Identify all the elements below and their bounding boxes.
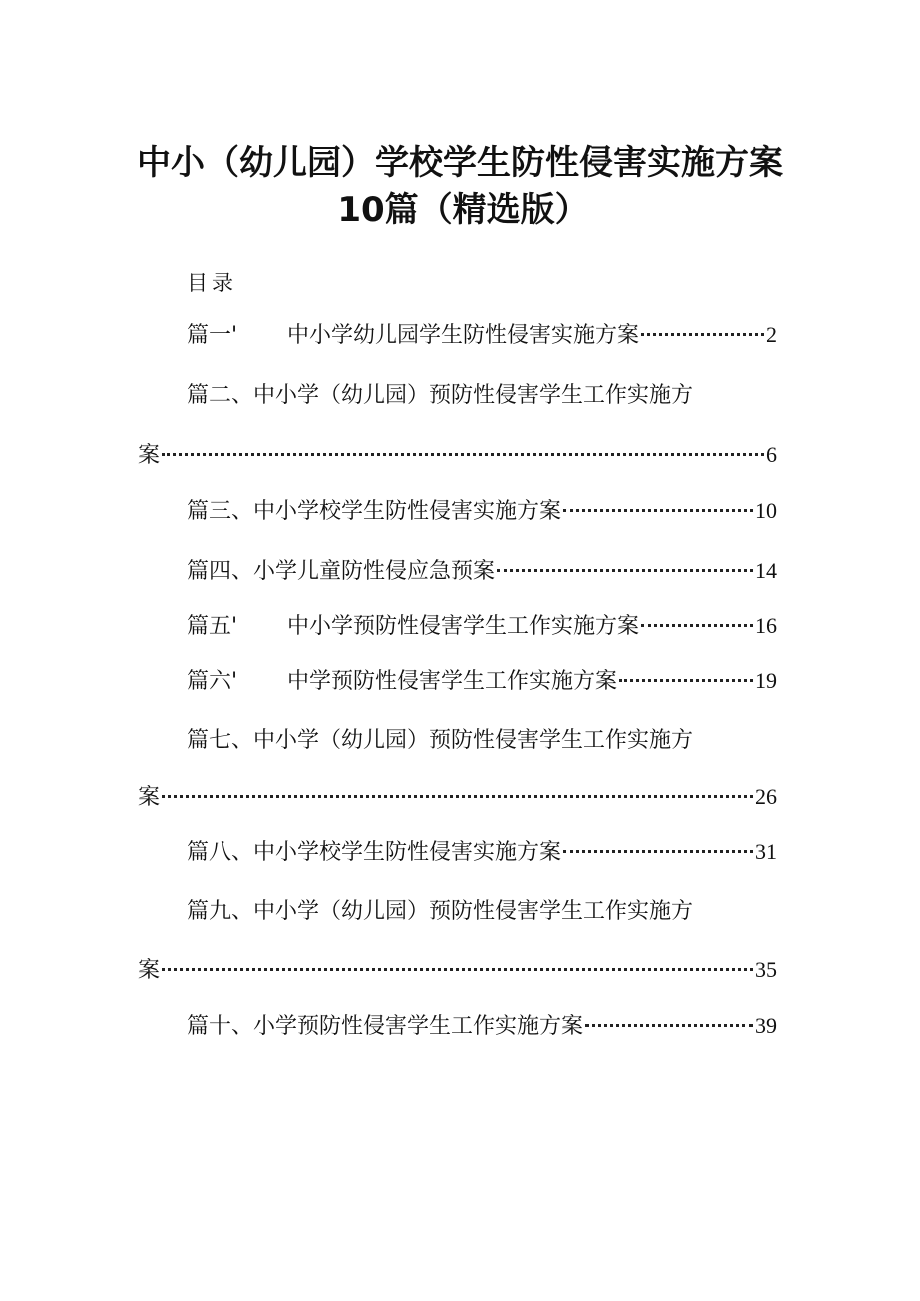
dot-leader <box>563 509 753 512</box>
dot-leader <box>497 569 753 572</box>
toc-entry-page: 35 <box>755 957 777 982</box>
toc-entry-9-line1[interactable]: 篇九、中小学（幼儿园）预防性侵害学生工作实施方 <box>187 899 694 924</box>
toc-entry-page: 16 <box>755 613 777 638</box>
toc-entry-page: 31 <box>755 839 777 864</box>
toc-entry-prefix: 篇五' <box>187 614 238 639</box>
dot-leader <box>641 624 753 627</box>
toc-entry-5[interactable] <box>187 611 777 642</box>
dot-leader <box>162 968 753 971</box>
dot-leader <box>641 333 764 336</box>
toc-entry-page: 2 <box>766 322 777 347</box>
toc-entry-4[interactable] <box>187 556 777 587</box>
toc-entry-8[interactable] <box>187 837 777 868</box>
toc-entry-title: 篇十、小学预防性侵害学生工作实施方案 <box>187 1014 584 1039</box>
dot-leader <box>585 1024 753 1027</box>
toc-entry-2-line1[interactable]: 篇二、中小学（幼儿园）预防性侵害学生工作实施方 <box>187 383 694 408</box>
toc-entry-title: 中学预防性侵害学生工作实施方案 <box>287 669 618 694</box>
toc-entry-page: 6 <box>766 442 777 467</box>
toc-heading: 目录 <box>187 271 237 295</box>
document-title-line2: 10篇（精选版） <box>337 190 589 230</box>
toc-entry-page: 10 <box>755 498 777 523</box>
toc-entry-title: 案 <box>138 443 161 468</box>
toc-entry-7-line1[interactable]: 篇七、中小学（幼儿园）预防性侵害学生工作实施方 <box>187 728 694 753</box>
dot-leader <box>162 453 764 456</box>
toc-entry-2[interactable] <box>138 440 777 471</box>
toc-entry-title: 篇四、小学儿童防性侵应急预案 <box>187 559 496 584</box>
dot-leader <box>619 679 753 682</box>
toc-entry-prefix: 篇六' <box>187 669 238 694</box>
toc-entry-title: 中小学幼儿园学生防性侵害实施方案 <box>287 323 640 348</box>
toc-entry-title: 中小学预防性侵害学生工作实施方案 <box>287 614 640 639</box>
toc-entry-title: 篇八、中小学校学生防性侵害实施方案 <box>187 840 562 865</box>
toc-entry-prefix: 篇一' <box>187 323 238 348</box>
dot-leader <box>162 795 753 798</box>
toc-entry-3[interactable] <box>187 496 777 527</box>
toc-entry-label <box>187 667 617 697</box>
toc-entry-title: 案 <box>138 785 161 810</box>
dot-leader <box>563 850 753 853</box>
toc-entry-title: 案 <box>138 958 161 983</box>
toc-entry-10[interactable] <box>187 1011 777 1042</box>
toc-entry-page: 39 <box>755 1013 777 1038</box>
toc-entry-7[interactable] <box>138 782 777 813</box>
toc-entry-page: 14 <box>755 558 777 583</box>
toc-entry-label <box>187 612 639 642</box>
toc-entry-6[interactable] <box>187 666 777 697</box>
toc-entry-page: 19 <box>755 668 777 693</box>
document-title-line1: 中小（幼儿园）学校学生防性侵害实施方案 <box>137 143 783 183</box>
toc-entry-1[interactable] <box>187 320 777 351</box>
toc-entry-label <box>187 321 639 351</box>
toc-entry-9[interactable] <box>138 955 777 986</box>
toc-entry-page: 26 <box>755 784 777 809</box>
toc-entry-title: 篇三、中小学校学生防性侵害实施方案 <box>187 499 562 524</box>
